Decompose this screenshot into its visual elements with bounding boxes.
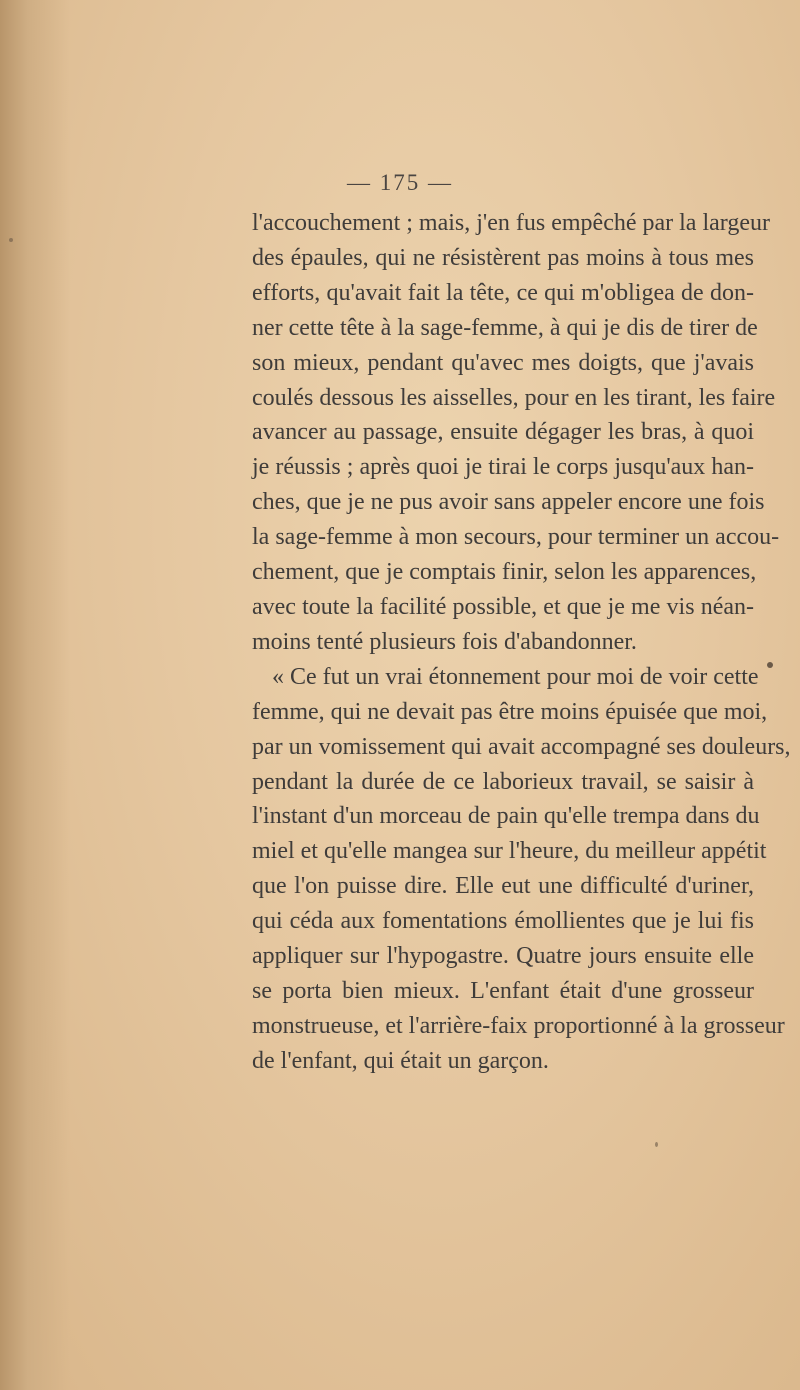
- text-line: femme, qui ne devait pas être moins épuisée que moi,: [252, 698, 768, 725]
- text-line: « Ce fut un vrai étonnement pour moi de voir cette: [272, 663, 759, 690]
- page-edge-shadow: [0, 0, 70, 1390]
- body-text: [252, 206, 791, 1079]
- text-line: efforts, qu'avait fait la tête, ce qui m'obligea de don-: [252, 279, 754, 306]
- text-line: appliquer sur l'hypogastre. Quatre jours ensuite elle: [252, 943, 754, 970]
- paper-speck: [9, 238, 13, 242]
- page-number: — 175 —: [347, 170, 453, 195]
- text-line: avancer au passage, ensuite dégager les bras, à quoi: [252, 419, 754, 446]
- paper-speck: [655, 1142, 658, 1147]
- text-line: se porta bien mieux. L'enfant était d'une grosseur: [252, 977, 754, 1004]
- text-line: que l'on puisse dire. Elle eut une difficulté d'uriner,: [252, 873, 754, 900]
- text-line: l'instant d'un morceau de pain qu'elle trempa dans du: [252, 803, 760, 830]
- text-line: pendant la durée de ce laborieux travail, se saisir à: [252, 768, 754, 795]
- text-line: ner cette tête à la sage-femme, à qui je dis de tirer de: [252, 314, 758, 341]
- text-line: la sage-femme à mon secours, pour terminer un accou-: [252, 524, 780, 551]
- text-line: coulés dessous les aisselles, pour en les tirant, les faire: [252, 384, 776, 411]
- text-line: l'accouchement ; mais, j'en fus empêché par la largeur: [252, 210, 770, 236]
- text-line: ches, que je ne pus avoir sans appeler encore une fois: [252, 489, 765, 516]
- text-line: qui céda aux fomentations émollientes que je lui fis: [252, 908, 754, 935]
- paper-speck: [767, 662, 773, 668]
- text-line: de l'enfant, qui était un garçon.: [252, 1047, 549, 1074]
- text-line: chement, que je comptais finir, selon les apparences,: [252, 559, 757, 586]
- text-line: des épaules, qui ne résistèrent pas moins à tous mes: [252, 244, 754, 271]
- text-line: son mieux, pendant qu'avec mes doigts, que j'avais: [252, 349, 754, 376]
- text-line: par un vomissement qui avait accompagné ses douleurs,: [252, 733, 791, 760]
- text-line: avec toute la facilité possible, et que je me vis néan-: [252, 593, 754, 620]
- text-line: je réussis ; après quoi je tirai le corps jusqu'aux han-: [252, 454, 754, 481]
- text-line: moins tenté plusieurs fois d'abandonner.: [252, 628, 637, 655]
- text-line: monstrueuse, et l'arrière-faix proportionné à la grosseur: [252, 1012, 785, 1039]
- text-line: miel et qu'elle mangea sur l'heure, du meilleur appétit: [252, 838, 767, 865]
